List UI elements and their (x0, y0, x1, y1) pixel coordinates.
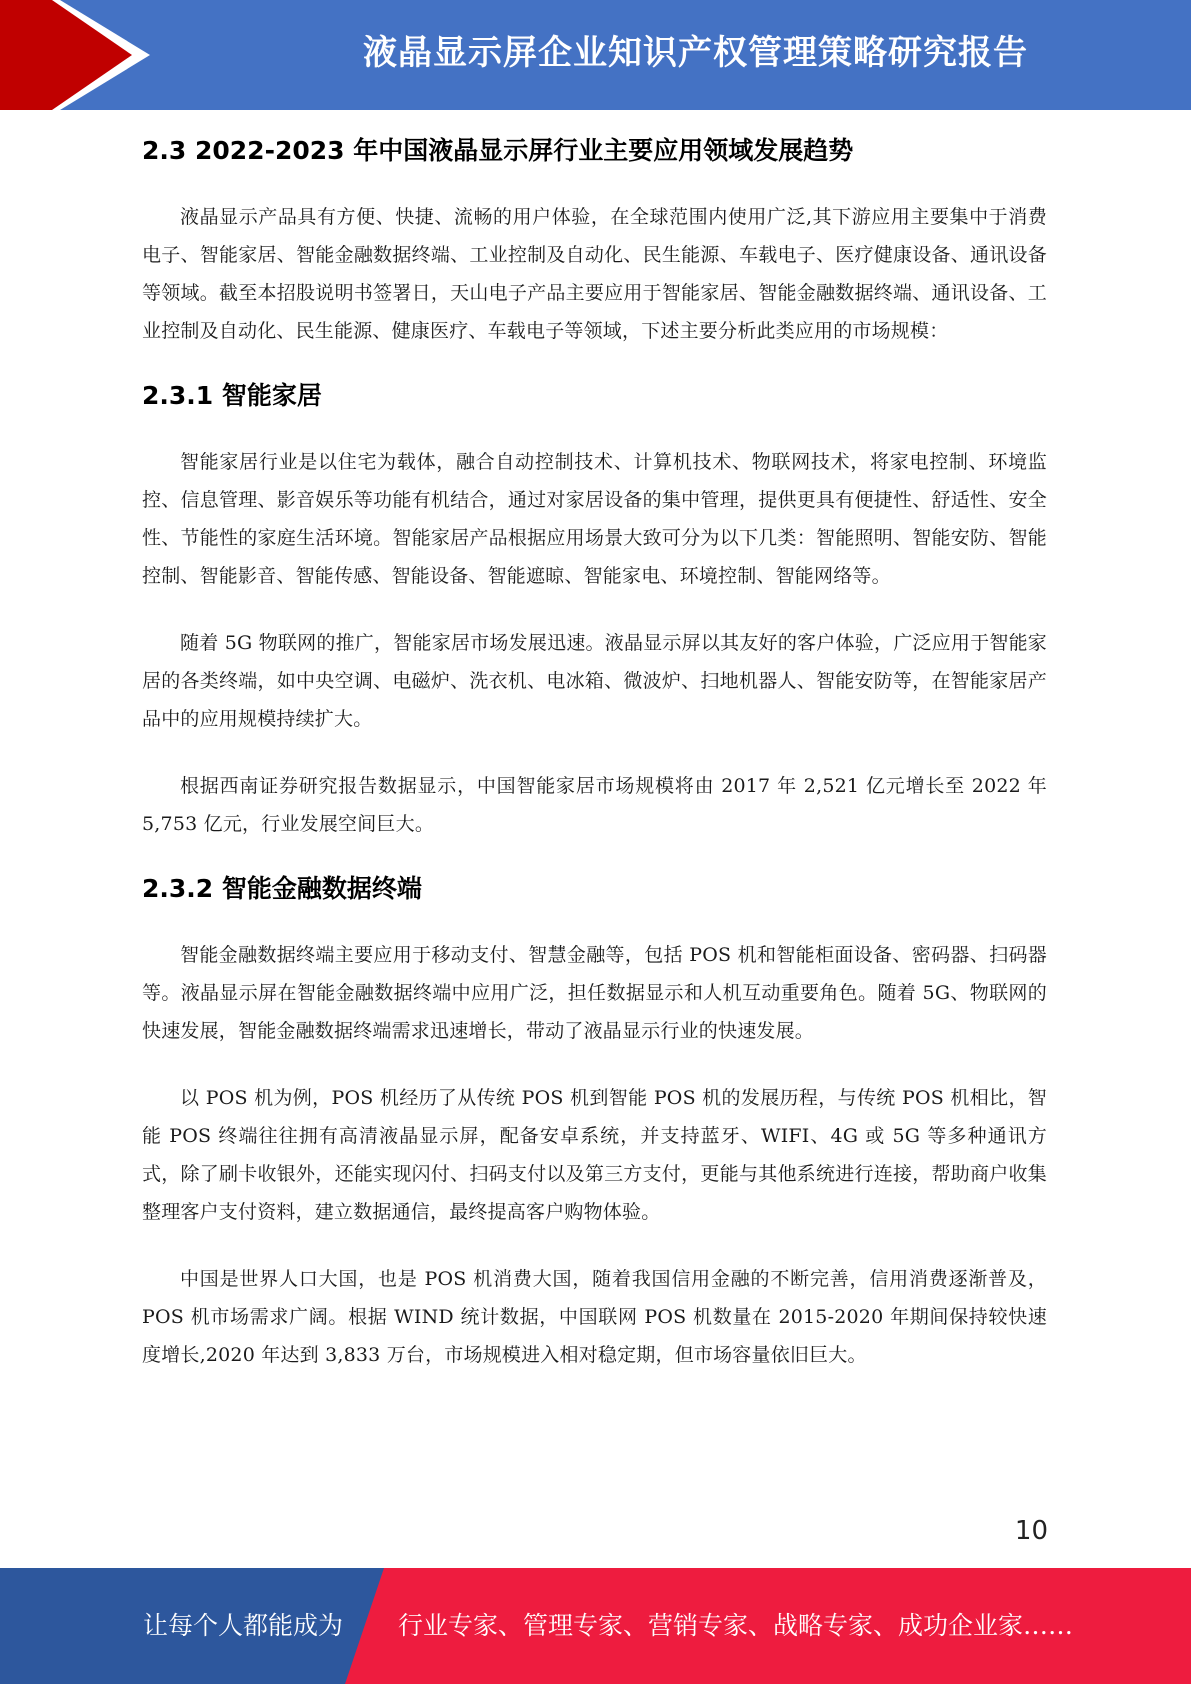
report-title: 液晶显示屏企业知识产权管理策略研究报告 (363, 33, 1028, 73)
paragraph: 液晶显示产品具有方便、快捷、流畅的用户体验，在全球范围内使用广泛,其下游应用主要集中于消费电子、智能家居、智能金融数据终端、工业控制及自动化、民生能源、车载电子、医疗健康设备、通讯设备等领域。截至本招股说明书签署日，天山电子产品主要应用于智能家居、智能金融数据终端、通讯设备、工业控制及自动化、民生能源、健康医疗、车载电子等领域，下述主要分析此类应用的市场规模： (142, 206, 1047, 342)
section-heading-2-3-2: 2.3.2 智能金融数据终端 (142, 874, 422, 903)
section-heading-2-3: 2.3 2022-2023 年中国液晶显示屏行业主要应用领域发展趋势 (142, 136, 854, 165)
section-heading-2-3-1: 2.3.1 智能家居 (142, 381, 322, 410)
page-number: 10 (1014, 1516, 1048, 1546)
footer-banner (0, 1568, 1191, 1684)
chevron-arrow-icon (0, 0, 150, 110)
footer-slogan-left: 让每个人都能成为 (143, 1611, 344, 1640)
paragraph: 以 POS 机为例，POS 机经历了从传统 POS 机到智能 POS 机的发展历程，与传统 POS 机相比，智能 POS 终端往往拥有高清液晶显示屏，配备安卓系统，并支持蓝牙、WIFI、4G 或 5G 等多种通讯方式，除了刷卡收银外，还能实现闪付、扫码支付以及第三方支付，更能与其他系统进行连接，帮助商户收集整理客户支付资料，建立数据通信，最终提高客户购物体验。 (142, 1087, 1047, 1223)
paragraph: 智能金融数据终端主要应用于移动支付、智慧金融等，包括 POS 机和智能柜面设备、密码器、扫码器等。液晶显示屏在智能金融数据终端中应用广泛，担任数据显示和人机互动重要角色。随着 5G、物联网的快速发展，智能金融数据终端需求迅速增长，带动了液晶显示行业的快速发展。 (142, 944, 1047, 1042)
paragraph: 随着 5G 物联网的推广，智能家居市场发展迅速。液晶显示屏以其友好的客户体验，广泛应用于智能家居的各类终端，如中央空调、电磁炉、洗衣机、电冰箱、微波炉、扫地机器人、智能安防等，在智能家居产品中的应用规模持续扩大。 (142, 632, 1047, 730)
paragraph: 根据西南证券研究报告数据显示，中国智能家居市场规模将由 2017 年 2,521 亿元增长至 2022 年 5,753 亿元，行业发展空间巨大。 (142, 775, 1047, 835)
paragraph: 智能家居行业是以住宅为载体，融合自动控制技术、计算机技术、物联网技术，将家电控制、环境监控、信息管理、影音娱乐等功能有机结合，通过对家居设备的集中管理，提供更具有便捷性、舒适性、安全性、节能性的家庭生活环境。智能家居产品根据应用场景大致可分为以下几类：智能照明、智能安防、智能控制、智能影音、智能传感、智能设备、智能遮晾、智能家电、环境控制、智能网络等。 (142, 451, 1047, 587)
footer-slogan-right: 行业专家、管理专家、营销专家、战略专家、成功企业家…… (398, 1611, 1074, 1640)
report-body (142, 128, 1047, 1403)
header-banner (0, 0, 1191, 110)
paragraph: 中国是世界人口大国，也是 POS 机消费大国，随着我国信用金融的不断完善，信用消费逐渐普及，POS 机市场需求广阔。根据 WIND 统计数据，中国联网 POS 机数量在 2015-2020 年期间保持较快速度增长,2020 年达到 3,833 万台，市场规模进入相对稳定期，但市场容量依旧巨大。 (142, 1268, 1047, 1366)
